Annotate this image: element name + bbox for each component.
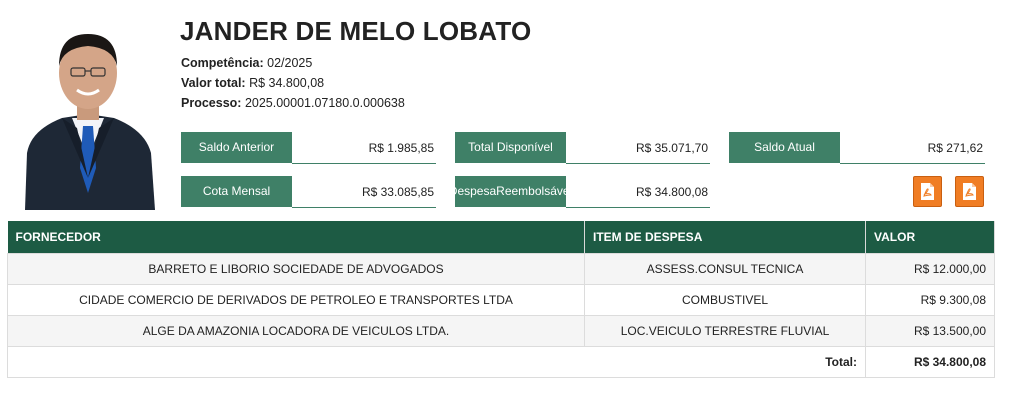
cota-mensal-value: R$ 33.085,85: [361, 184, 434, 199]
saldo-anterior-value: R$ 1.985,85: [368, 140, 434, 155]
despesa-reembolsavel-value: R$ 34.800,08: [635, 184, 708, 199]
processo-info: [181, 96, 405, 110]
item-cell: LOC.VEICULO TERRESTRE FLUVIAL: [585, 315, 866, 346]
valor-cell: R$ 9.300,08: [866, 284, 995, 315]
processo-value: 2025.00001.07180.0.000638: [244, 96, 405, 110]
valor-total-label: Valor total:: [181, 76, 246, 90]
deputy-name: JANDER DE MELO LOBATO: [180, 16, 532, 46]
fornecedor-cell: BARRETO E LIBORIO SOCIEDADE DE ADVOGADOS: [8, 253, 585, 284]
pdf-file-icon: [920, 182, 935, 201]
item-cell: ASSESS.CONSUL TECNICA: [585, 253, 866, 284]
saldo-atual-box: [729, 132, 985, 164]
table-header-row: [8, 221, 995, 253]
competencia-label: Competência:: [181, 56, 264, 70]
valor-cell: R$ 12.000,00: [866, 253, 995, 284]
fornecedor-cell: ALGE DA AMAZONIA LOCADORA DE VEICULOS LTDA.: [8, 315, 585, 346]
valor-cell: R$ 13.500,00: [866, 315, 995, 346]
divider: [292, 207, 436, 208]
saldo-atual-label: Saldo Atual: [729, 132, 840, 163]
divider: [566, 163, 710, 164]
valor-total-info: [181, 76, 324, 90]
valor-total-value: R$ 34.800,08: [249, 76, 325, 90]
saldo-anterior-box: [181, 132, 436, 164]
despesa-reembolsavel-box: [448, 176, 710, 208]
pdf-download-button-1[interactable]: [913, 176, 942, 207]
cota-mensal-label: Cota Mensal: [181, 176, 292, 207]
saldo-anterior-label: Saldo Anterior: [181, 132, 292, 163]
competencia-value: 02/2025: [267, 56, 313, 70]
table-row: [8, 253, 995, 284]
total-value: R$ 34.800,08: [866, 346, 995, 377]
total-disponivel-box: [455, 132, 710, 164]
despesa-reembolsavel-label: [448, 176, 573, 207]
divider: [292, 163, 436, 164]
processo-label: Processo:: [181, 96, 242, 110]
despesa-label-line2: Reembolsável: [496, 184, 573, 199]
pdf-download-button-2[interactable]: [955, 176, 984, 207]
fornecedor-cell: CIDADE COMERCIO DE DERIVADOS DE PETROLEO E TRANSPORTES LTDA: [8, 284, 585, 315]
header-fornecedor: FORNECEDOR: [8, 221, 585, 253]
header-item-despesa: ITEM DE DESPESA: [585, 221, 866, 253]
cota-mensal-box: [181, 176, 436, 208]
total-row: [8, 346, 995, 377]
despesa-label-line1: Despesa: [448, 184, 497, 199]
profile-photo: [17, 18, 159, 210]
header-valor: VALOR: [866, 221, 995, 253]
divider: [566, 207, 710, 208]
divider: [840, 163, 985, 164]
expenses-table: [7, 221, 995, 378]
total-disponivel-label: Total Disponível: [455, 132, 566, 163]
table-row: [8, 284, 995, 315]
table-row: [8, 315, 995, 346]
item-cell: COMBUSTIVEL: [585, 284, 866, 315]
saldo-atual-value: R$ 271,62: [927, 140, 983, 155]
total-label: Total:: [8, 346, 866, 377]
competencia-info: [181, 56, 312, 70]
pdf-file-icon: [962, 182, 977, 201]
total-disponivel-value: R$ 35.071,70: [635, 140, 708, 155]
